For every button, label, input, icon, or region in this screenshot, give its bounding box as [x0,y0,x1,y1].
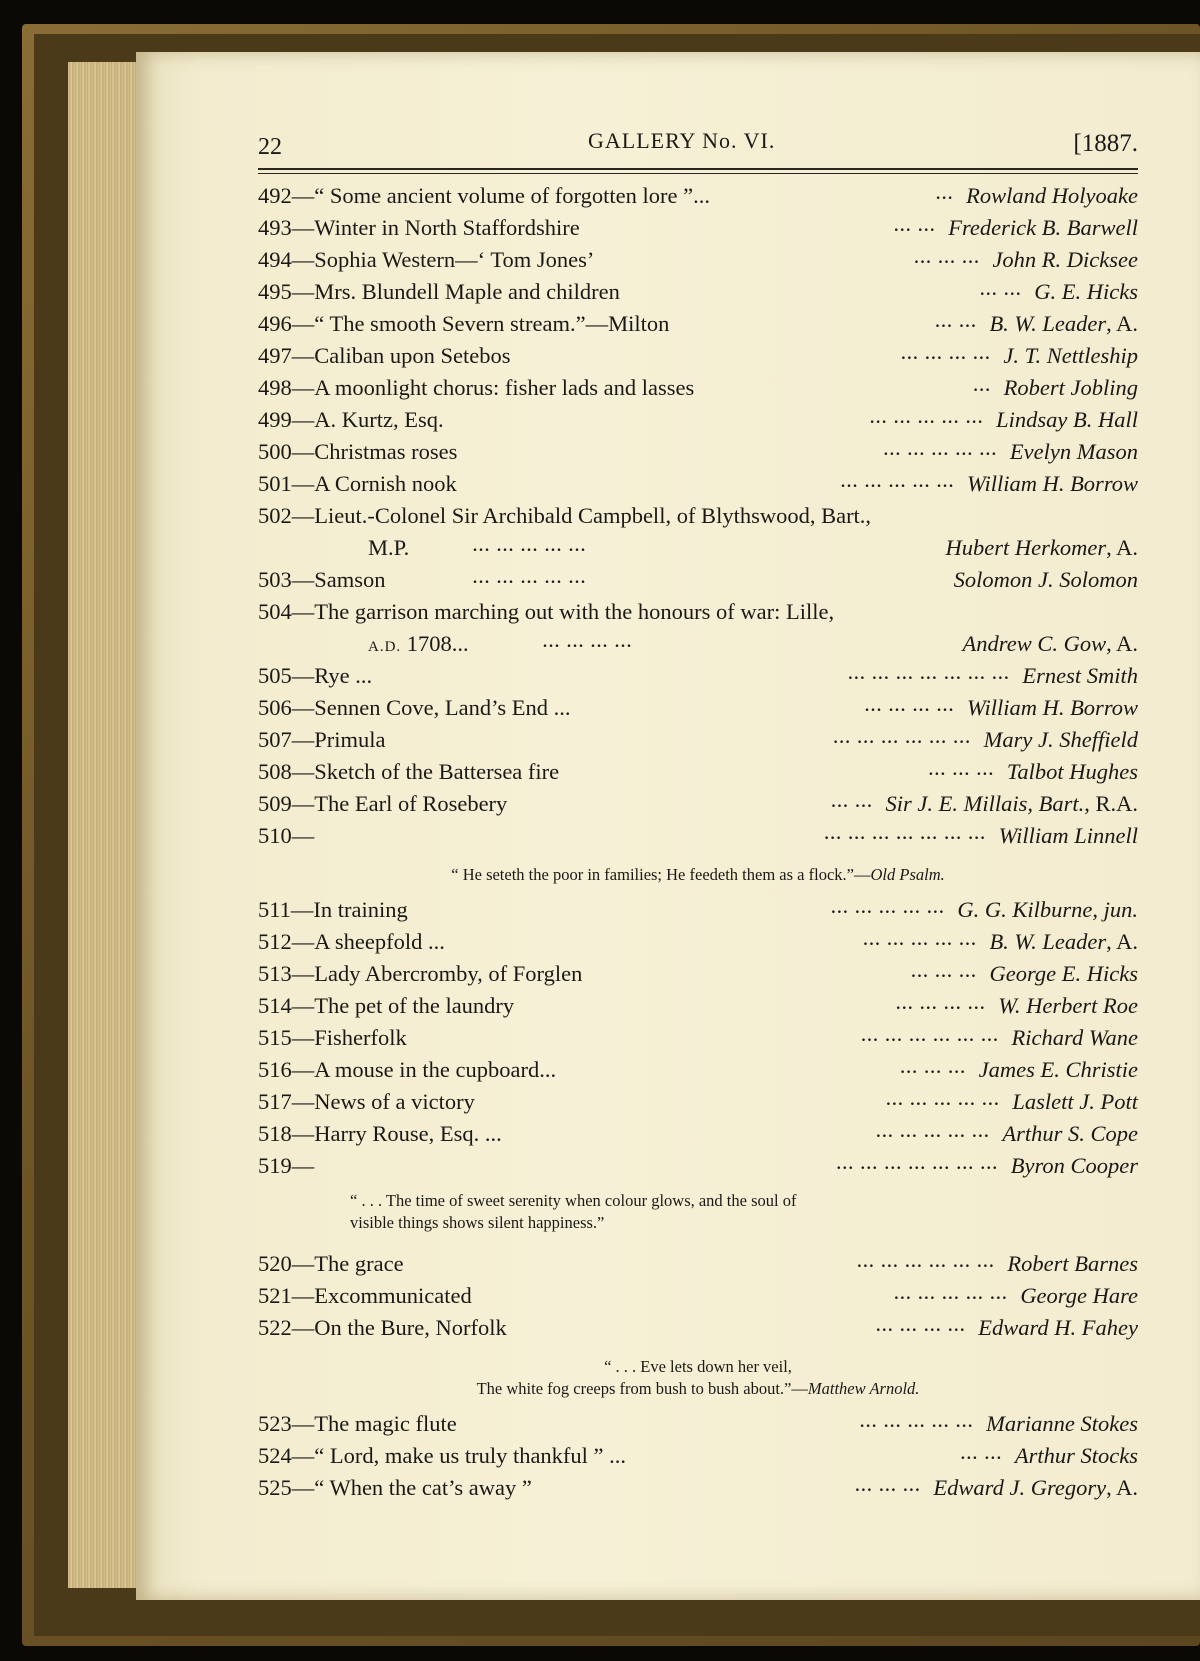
leader-dots: ... ... ... ... ... [840,474,955,491]
leader-dots: ... ... [980,282,1023,299]
entry-title: 509—The Earl of Rosebery [258,791,508,816]
entry [258,468,1138,500]
entries-group-3 [258,894,1138,1182]
entry [258,1054,1138,1086]
entry [258,404,1138,436]
entry [258,724,1138,756]
entry-artist: Solomon J. Solomon [953,567,1138,592]
page-header [258,128,1138,162]
leader-dots: ... ... ... ... [901,346,992,363]
entry-title: 517—News of a victory [258,1089,475,1114]
entry [258,308,1138,340]
entry [258,788,1138,820]
quote-line: visible things shows silent happiness.” [350,1213,605,1232]
quote-line: “ . . . Eve lets down her veil, [604,1357,792,1376]
leader-dots: ... ... [894,218,937,235]
quote-3 [258,1350,1138,1410]
leader-dots: ... ... ... ... ... [860,1414,975,1431]
entry [258,926,1138,958]
entries-group-2 [258,660,1138,852]
quote-line: “ . . . The time of sweet serenity when colour glows, and the soul of [350,1191,797,1210]
entry [258,692,1138,724]
entry-title: 493—Winter in North Staffordshire [258,215,580,240]
entry-title: 508—Sketch of the Battersea fire [258,759,560,784]
entry-artist: Robert Jobling [1003,375,1138,400]
entry-artist: Richard Wane [1011,1025,1138,1050]
entry-artist: George E. Hicks [989,961,1138,986]
entry [258,894,1138,926]
entry-title: 514—The pet of the laundry [258,993,515,1018]
entry-artist: Laslett J. Pott [1012,1089,1138,1114]
entry [258,244,1138,276]
quote-source: Matthew Arnold. [807,1379,920,1398]
entry-title: 511—In training [258,897,408,922]
entry-artist: G. G. Kilburne, jun. [957,897,1138,922]
entry [258,212,1138,244]
leader-dots: ... ... ... ... [864,698,955,715]
leader-dots: ... ... ... [911,964,978,981]
entry-title-cont: A.D. 1708... [368,631,469,656]
entry [258,1440,1138,1472]
entry-title: 515—Fisherfolk [258,1025,407,1050]
year: [1887. [1073,130,1138,157]
leader-dots: ... ... ... ... ... [473,538,587,555]
leader-dots: ... ... ... ... ... ... ... [836,1156,999,1173]
leader-dots: ... ... ... ... ... [876,1124,991,1141]
leader-dots: ... ... ... ... ... ... [861,1028,1000,1045]
entry-artist: Arthur Stocks [1014,1443,1138,1468]
entry-502 [258,500,1138,660]
entry-artist: Byron Cooper [1010,1153,1138,1178]
entry-title: 494—Sophia Western—‘ Tom Jones’ [258,247,595,272]
entry [258,180,1138,212]
entry-title: 495—Mrs. Blundell Maple and children [258,279,620,304]
entry [258,500,1138,532]
leader-dots: ... ... ... ... [543,634,633,651]
entry-title: 501—A Cornish nook [258,471,457,496]
entry-artist: James E. Christie [978,1057,1138,1082]
entry-title: 523—The magic flute [258,1411,457,1436]
leader-dots: ... ... ... ... ... ... [857,1254,996,1271]
entry [258,990,1138,1022]
entry-artist: William H. Borrow [966,471,1138,496]
gallery-title: GALLERY No. VI. [588,128,776,153]
entry-artist: Lindsay B. Hall [996,407,1138,432]
leader-dots: ... ... [960,1446,1003,1463]
entry-artist: W. Herbert Roe [998,993,1138,1018]
entry-artist: William Linnell [998,823,1138,848]
entries-group-1 [258,180,1138,500]
leader-dots: ... ... [831,794,874,811]
entry-title: 500—Christmas roses [258,439,458,464]
entry-title: 510— [258,823,315,848]
leader-dots: ... ... [935,314,978,331]
leader-dots: ... ... ... ... ... [894,1286,1009,1303]
entry-title: 521—Excommunicated [258,1283,472,1308]
entry-title: 504—The garrison marching out with the honours of war: Lille, [258,599,835,624]
entry-title: 524—“ Lord, make us truly thankful ” ... [258,1443,627,1468]
entry-title: 496—“ The smooth Severn stream.”—Milton [258,311,670,336]
leader-dots: ... ... ... ... ... [870,410,985,427]
entry-artist: Robert Barnes [1007,1251,1138,1276]
leader-dots: ... ... ... ... ... ... [833,730,972,747]
page-number: 22 [258,134,282,160]
entry-title: 519— [258,1153,315,1178]
entry [258,340,1138,372]
leader-dots: ... ... ... ... [876,1318,967,1335]
entry-title: 513—Lady Abercromby, of Forglen [258,961,583,986]
entry-title: 518—Harry Rouse, Esq. ... [258,1121,502,1146]
leader-dots: ... ... ... [855,1478,922,1495]
entry [258,756,1138,788]
entry-artist: Andrew C. Gow, A. [962,631,1138,656]
leader-dots: ... ... ... ... ... ... ... [848,666,1011,683]
leader-dots: ... [936,186,955,203]
leader-dots: ... ... ... ... ... [883,442,998,459]
leader-dots: ... ... ... ... ... [863,932,978,949]
entry-title: 516—A mouse in the cupboard... [258,1057,557,1082]
entry-artist: Edward J. Gregory, A. [933,1475,1138,1500]
quote-line: The white fog creeps from bush to bush about.”— [476,1379,808,1398]
entry-title: 492—“ Some ancient volume of forgotten lore ”... [258,183,710,208]
entry [258,1408,1138,1440]
entry-artist: John R. Dicksee [992,247,1138,272]
entry [258,1472,1138,1504]
entry-artist: Arthur S. Cope [1002,1121,1138,1146]
entry [258,1118,1138,1150]
quote-2 [258,1184,1138,1244]
entry-artist: Frederick B. Barwell [948,215,1138,240]
entry-title-cont: M.P. [368,535,410,560]
leader-dots: ... ... ... ... ... ... ... [824,826,987,843]
entry [258,820,1138,852]
entry [258,276,1138,308]
entry-artist: Ernest Smith [1022,663,1138,688]
entries-group-4 [258,1248,1138,1344]
entry-artist: B. W. Leader, A. [989,311,1138,336]
entry-artist: J. T. Nettleship [1003,343,1138,368]
leader-dots: ... ... ... ... ... [473,570,587,587]
entry-title: 512—A sheepfold ... [258,929,445,954]
entry-title: 525—“ When the cat’s away ” [258,1475,532,1500]
header-rule [258,168,1138,170]
entry-title: 522—On the Bure, Norfolk [258,1315,507,1340]
leader-dots: ... ... ... ... ... [831,900,946,917]
entry-artist: George Hare [1020,1283,1138,1308]
entry-artist: Rowland Holyoake [966,183,1138,208]
entry-title: 497—Caliban upon Setebos [258,343,511,368]
entry [258,1312,1138,1344]
entry-artist: B. W. Leader, A. [989,929,1138,954]
entry [258,1248,1138,1280]
entry-title: 520—The grace [258,1251,404,1276]
entry [258,1150,1138,1182]
entry-continuation [258,628,1138,660]
entry-artist: Evelyn Mason [1009,439,1138,464]
entry-title: 505—Rye ... [258,663,373,688]
entry-artist: G. E. Hicks [1034,279,1138,304]
entry-title: 499—A. Kurtz, Esq. [258,407,444,432]
leader-dots: ... ... ... ... ... [886,1092,1001,1109]
entry-artist: Talbot Hughes [1006,759,1138,784]
entry-artist: William H. Borrow [966,695,1138,720]
header-rule-thin [258,173,1138,174]
entry-title: 503—Samson [258,567,386,592]
entry-title: 506—Sennen Cove, Land’s End ... [258,695,571,720]
entry-artist: Edward H. Fahey [978,1315,1138,1340]
quote-source: Old Psalm. [870,865,945,884]
leader-dots: ... [973,378,992,395]
entry-artist: Mary J. Sheffield [983,727,1138,752]
page-edges [68,62,140,1588]
entry-artist: Marianne Stokes [986,1411,1138,1436]
entry-artist: Sir J. E. Millais, Bart., R.A. [885,791,1138,816]
entries-group-5 [258,1408,1138,1504]
entry-continuation [258,532,1138,564]
leader-dots: ... ... ... ... [896,996,987,1013]
entry [258,1022,1138,1054]
entry [258,564,1138,596]
entry-title: 498—A moonlight chorus: fisher lads and lasses [258,375,695,400]
entry [258,958,1138,990]
leader-dots: ... ... ... [914,250,981,267]
entry [258,660,1138,692]
quote-text: “ He seteth the poor in families; He feedeth them as a flock.”— [451,865,871,884]
entry-title: 502—Lieut.-Colonel Sir Archibald Campbell, of Blythswood, Bart., [258,503,872,528]
entry [258,436,1138,468]
entry-title: 507—Primula [258,727,386,752]
entry [258,1280,1138,1312]
entry [258,1086,1138,1118]
entry-artist: Hubert Herkomer, A. [945,535,1138,560]
quote-1 [258,858,1138,896]
entry [258,372,1138,404]
leader-dots: ... ... ... [928,762,995,779]
entry [258,596,1138,628]
leader-dots: ... ... ... [900,1060,967,1077]
